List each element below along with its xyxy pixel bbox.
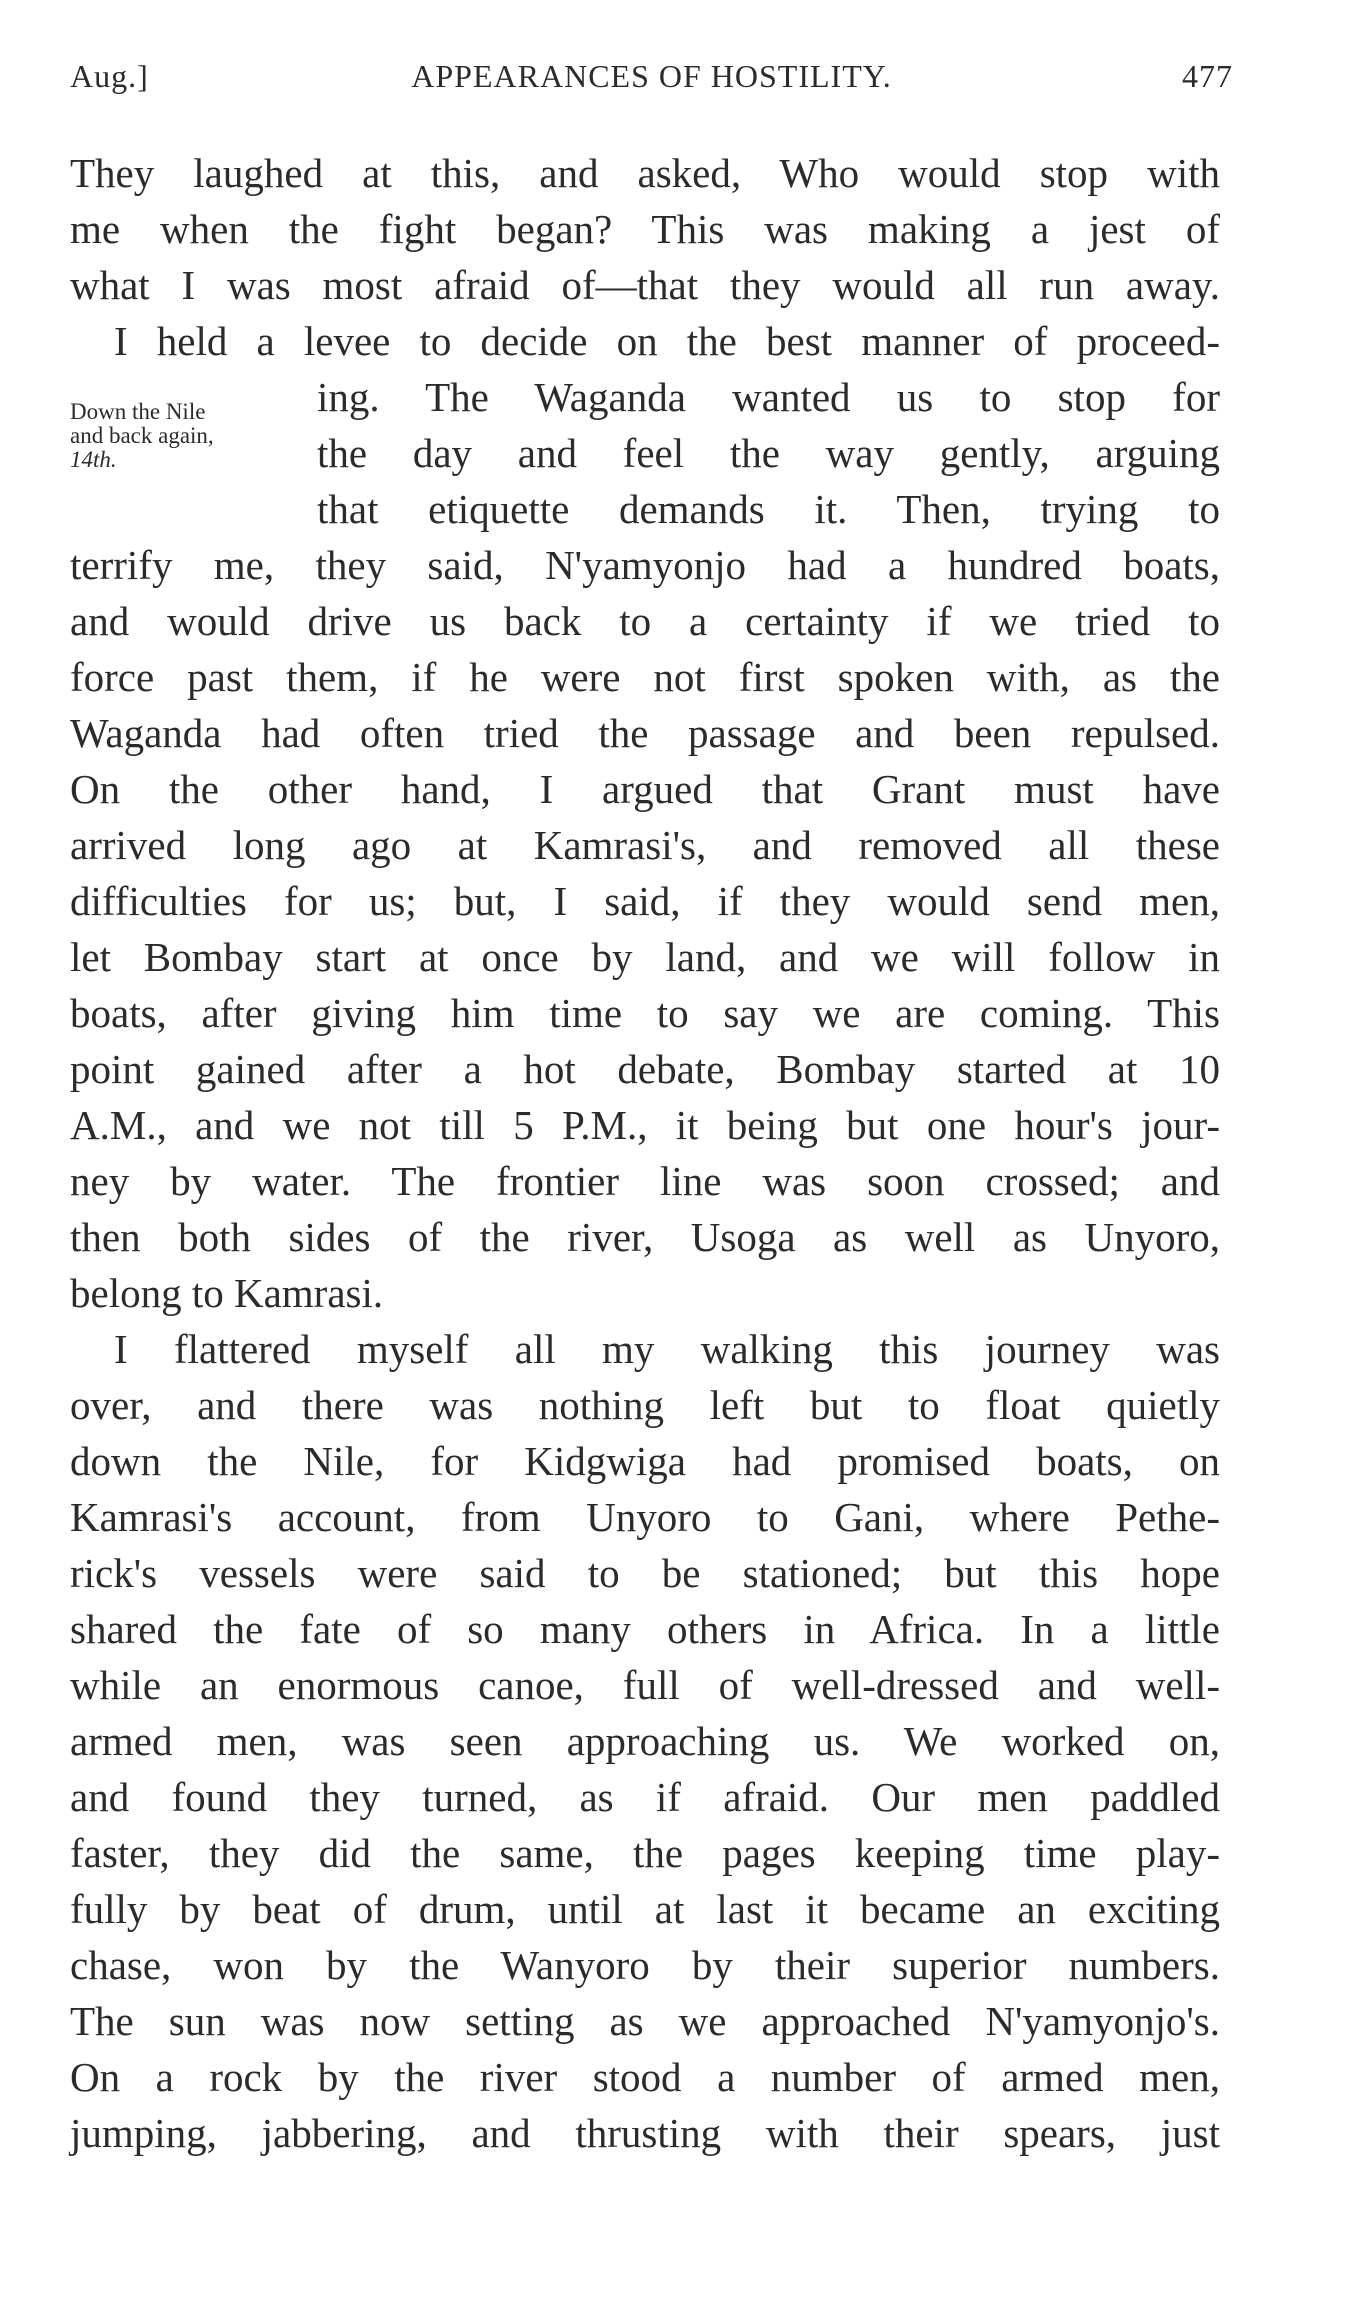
text-line: terrify me, they said, N'yamyonjo had a hundred boats,: [70, 542, 1220, 588]
text-line: ing. The Waganda wanted us to stop for: [317, 374, 1220, 420]
text-line: and would drive us back to a certainty if we tried to: [70, 598, 1220, 644]
text-line: ney by water. The frontier line was soon crossed; and: [70, 1158, 1220, 1204]
text-line: Kamrasi's account, from Unyoro to Gani, where Pethe-: [70, 1494, 1220, 1540]
header-title: APPEARANCES OF HOSTILITY.: [411, 58, 892, 94]
text-line: On a rock by the river stood a number of armed men,: [70, 2054, 1220, 2100]
text-line: A.M., and we not till 5 P.M., it being but one hour's jour-: [70, 1102, 1220, 1148]
header-month: Aug.]: [70, 58, 149, 94]
text-line: They laughed at this, and asked, Who would stop with: [70, 150, 1220, 196]
text-line: arrived long ago at Kamrasi's, and removed all these: [70, 822, 1220, 868]
text-line: On the other hand, I argued that Grant must have: [70, 766, 1220, 812]
text-line: the day and feel the way gently, arguing: [317, 430, 1220, 476]
text-line: down the Nile, for Kidgwiga had promised boats, on: [70, 1438, 1220, 1484]
text-line: faster, they did the same, the pages keeping time play-: [70, 1830, 1220, 1876]
body-text: [70, 145, 1220, 2161]
text-line: fully by beat of drum, until at last it became an exciting: [70, 1886, 1220, 1932]
text-line: chase, won by the Wanyoro by their superior numbers.: [70, 1942, 1220, 1988]
text-line: difficulties for us; but, I said, if they would send men,: [70, 878, 1220, 924]
page-number: 477: [1182, 58, 1233, 94]
text-line: I flattered myself all my walking this journey was: [114, 1326, 1220, 1372]
running-header: [70, 58, 1233, 108]
text-line: and found they turned, as if afraid. Our men paddled: [70, 1774, 1220, 1820]
text-line: shared the fate of so many others in Africa. In a little: [70, 1606, 1220, 1652]
text-line: point gained after a hot debate, Bombay started at 10: [70, 1046, 1220, 1092]
text-line: force past them, if he were not first spoken with, as the: [70, 654, 1220, 700]
text-line: that etiquette demands it. Then, trying to: [317, 486, 1220, 532]
text-line: while an enormous canoe, full of well-dressed and well-: [70, 1662, 1220, 1708]
text-line: me when the fight began? This was making a jest of: [70, 206, 1220, 252]
text-line: boats, after giving him time to say we are coming. This: [70, 990, 1220, 1036]
text-line: The sun was now setting as we approached N'yamyonjo's.: [70, 1998, 1220, 2044]
margin-note-line: Down the Nile: [70, 399, 206, 424]
text-line: what I was most afraid of—that they would all run away.: [70, 262, 1220, 308]
text-line: I held a levee to decide on the best manner of proceed-: [114, 318, 1220, 364]
text-line: belong to Kamrasi.: [70, 1270, 384, 1316]
text-line: jumping, jabbering, and thrusting with their spears, just: [70, 2110, 1220, 2156]
margin-note-line: 14th.: [70, 447, 117, 472]
margin-note-line: and back again,: [70, 423, 214, 448]
text-line: rick's vessels were said to be stationed; but this hope: [70, 1550, 1220, 1596]
text-line: then both sides of the river, Usoga as well as Unyoro,: [70, 1214, 1220, 1260]
text-line: Waganda had often tried the passage and been repulsed.: [70, 710, 1220, 756]
text-line: over, and there was nothing left but to float quietly: [70, 1382, 1220, 1428]
text-line: let Bombay start at once by land, and we will follow in: [70, 934, 1220, 980]
text-line: armed men, was seen approaching us. We worked on,: [70, 1718, 1220, 1764]
